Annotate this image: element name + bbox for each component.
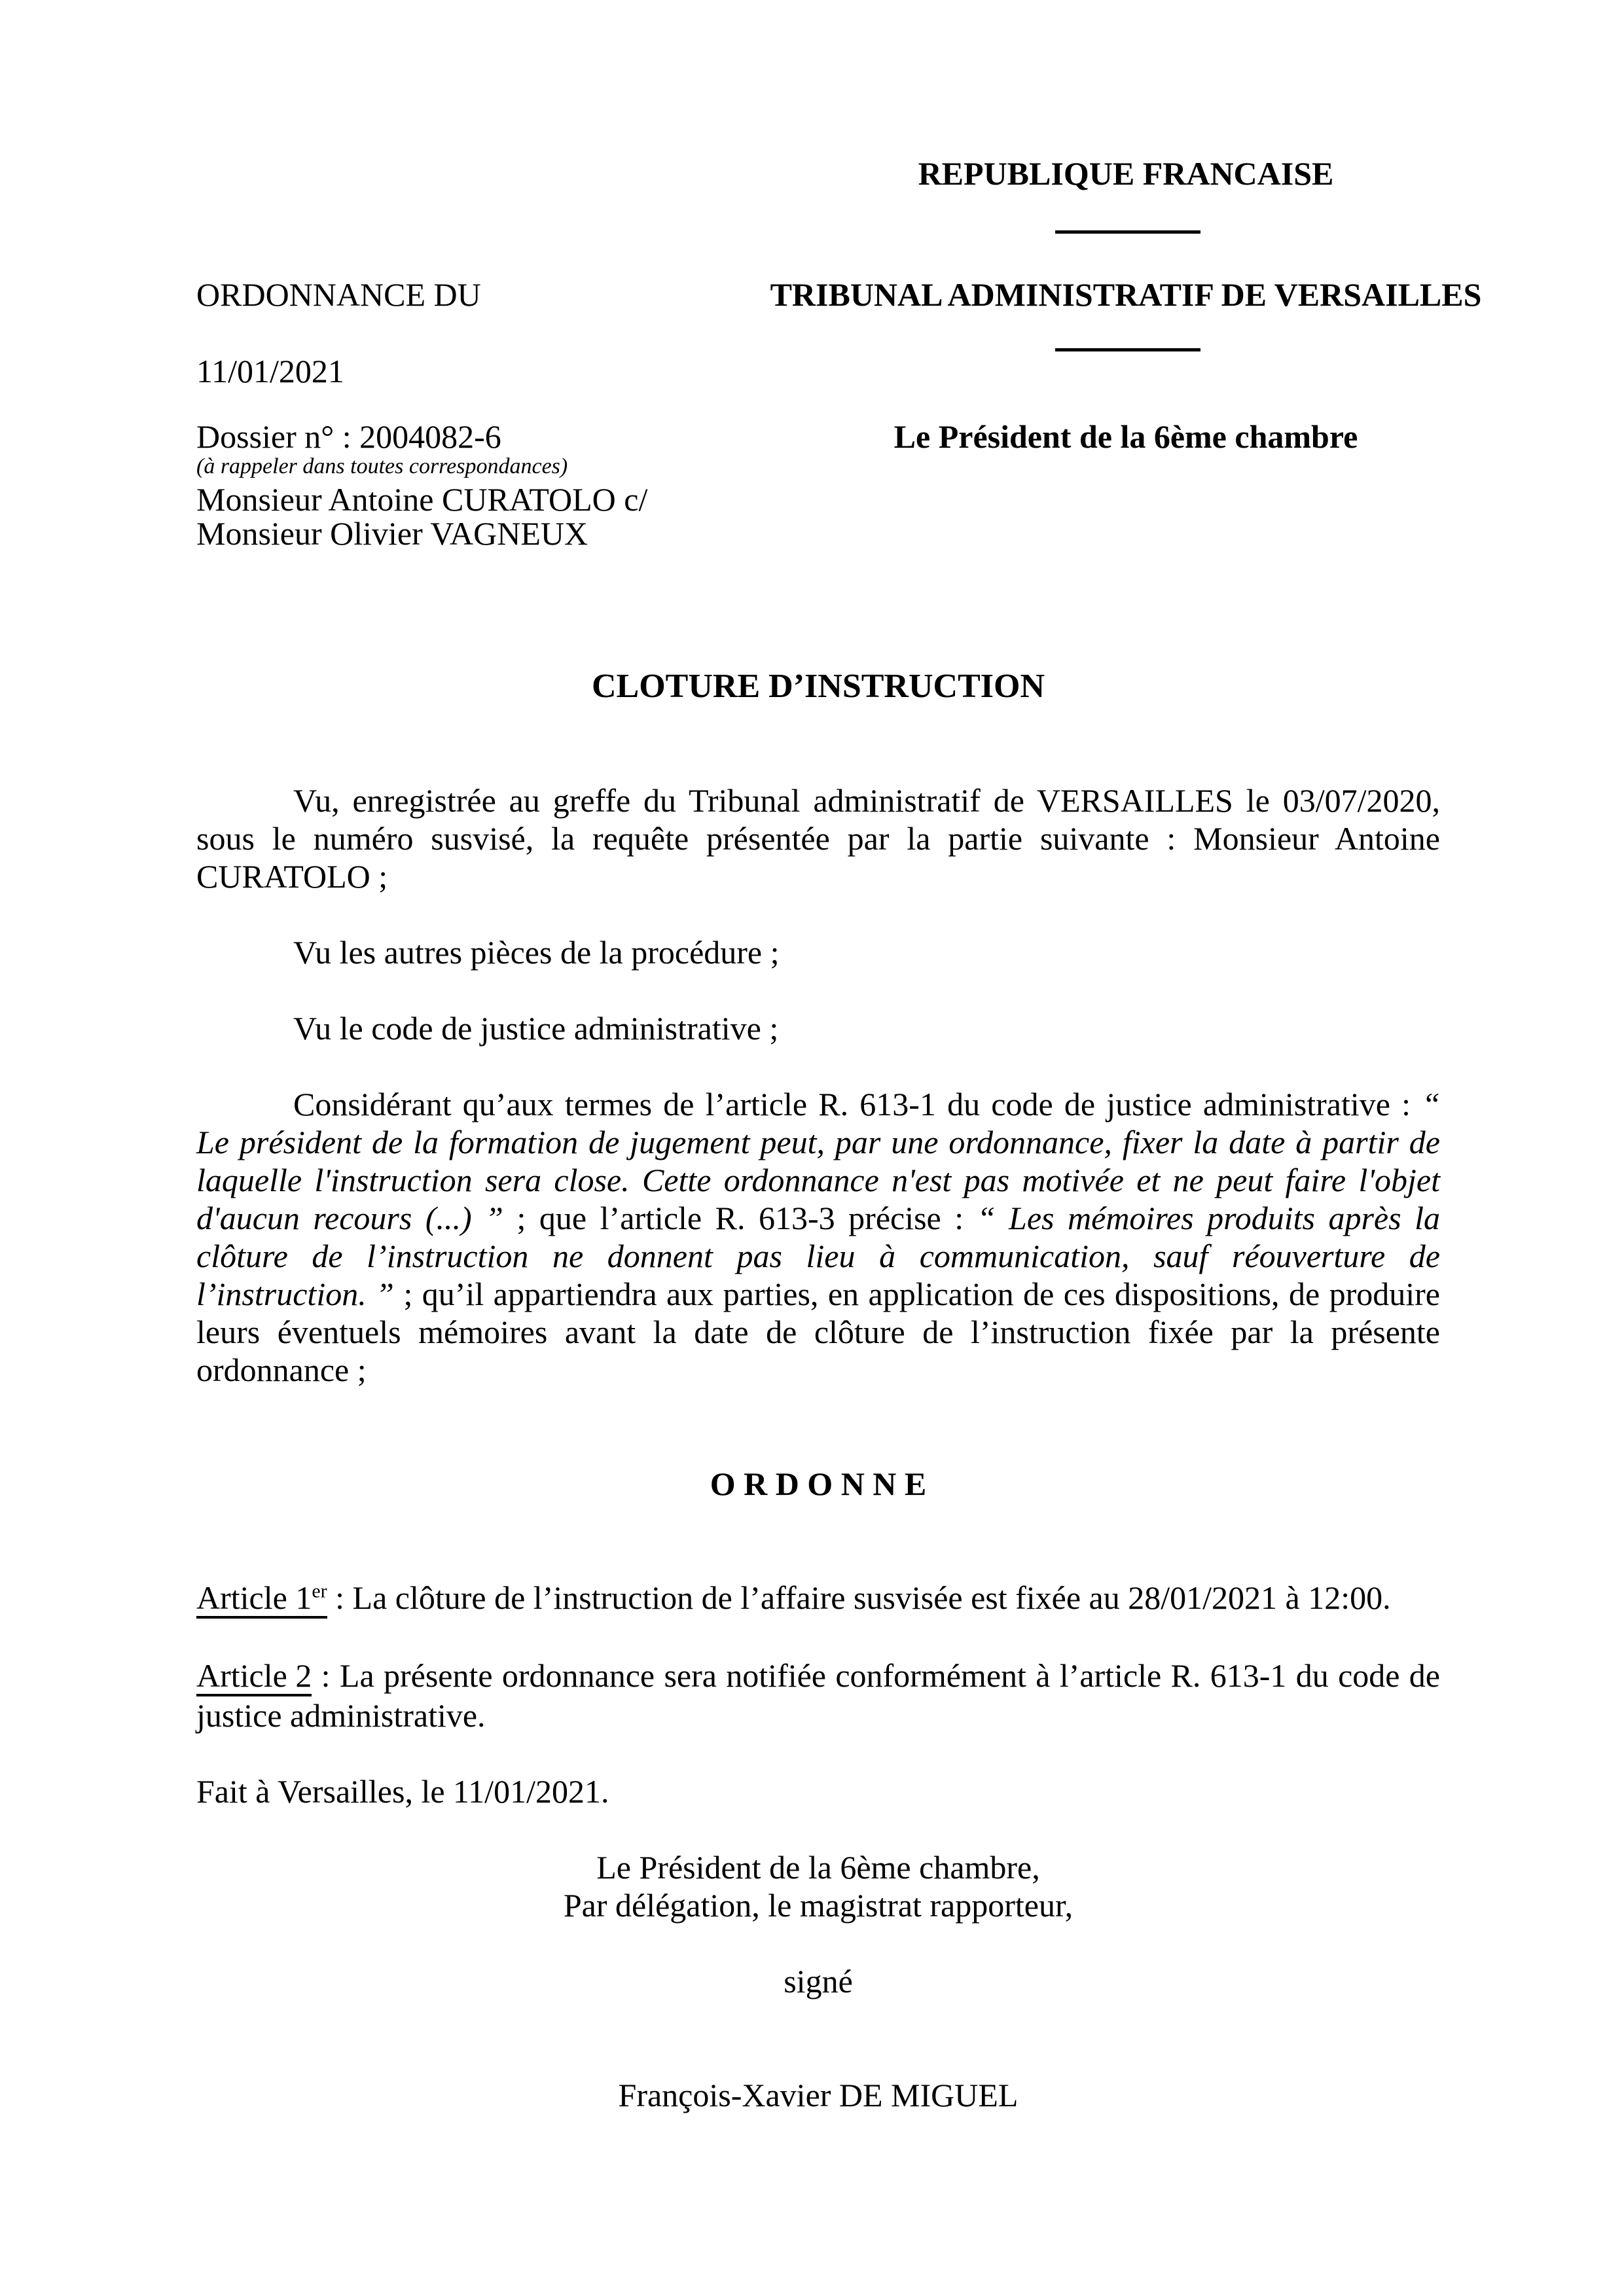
considerant-end: ; qu’il appartiendra aux parties, en application de ces dispositions, de produire leurs éventuels mémoires avant la date de clôture de l’instruction fixée par la présente ordonnance ; <box>196 1276 1440 1388</box>
article-1-label <box>196 1581 327 1619</box>
paragraph-vu-code: Vu le code de justice administrative ; <box>293 1010 779 1047</box>
tribunal-title: TRIBUNAL ADMINISTRATIF DE VERSAILLES <box>770 276 1482 313</box>
header-divider-bottom <box>1055 348 1200 351</box>
signature-block <box>196 1848 1440 2114</box>
signature-signed: signé <box>784 1963 853 2000</box>
article-2-label: Article 2 <box>196 1659 312 1696</box>
article-1-text: : La clôture de l’instruction de l’affaire susvisée est fixée au 28/01/2021 à 12:00. <box>327 1579 1391 1616</box>
article-2-text: : La présente ordonnance sera notifiée conformément à l’article R. 613-1 du code de justice administrative. <box>196 1657 1440 1734</box>
dossier-number: Dossier n° : 2004082-6 <box>196 418 501 455</box>
republic-title: REPUBLIQUE FRANCAISE <box>918 155 1334 192</box>
ordonnance-du-label: ORDONNANCE DU <box>196 276 481 313</box>
article-1-label-text: Article 1 <box>196 1579 312 1616</box>
party-curatolo: Monsieur Antoine CURATOLO c/ <box>196 481 648 518</box>
considerant-intro: Considérant qu’aux termes de l’article R. 613-1 du code de justice administrative : <box>293 1086 1422 1122</box>
ordonnance-date: 11/01/2021 <box>196 353 344 389</box>
paragraph-vu-requete: Vu, enregistrée au greffe du Tribunal administratif de VERSAILLES le 03/07/2020, sous le numéro susvisé, la requête présentée par la partie suivante : Monsieur Antoine CURATOLO ; <box>196 782 1440 895</box>
paragraph-considerant <box>196 1085 1440 1389</box>
article-2 <box>196 1657 1440 1734</box>
quote-r613-1: “ Le président de la formation de jugement peut, par une ordonnance, fixer la date à partir de laquelle l'instruction sera close. Cette ordonnance n'est pas motivée et ne peut faire l'objet d'aucun recours (...) ” <box>196 1086 1440 1236</box>
signature-role-line-2: Par délégation, le magistrat rapporteur, <box>563 1887 1074 1924</box>
header-divider-top <box>1055 230 1200 234</box>
article-1-superscript: er <box>312 1580 327 1602</box>
party-vagneux: Monsieur Olivier VAGNEUX <box>196 515 588 552</box>
document-title: CLOTURE D’INSTRUCTION <box>592 668 1045 705</box>
fait-a-line: Fait à Versailles, le 11/01/2021. <box>196 1773 609 1810</box>
dossier-note: (à rappeler dans toutes correspondances) <box>196 454 568 478</box>
document-body <box>196 668 1440 2114</box>
paragraph-vu-pieces: Vu les autres pièces de la procédure ; <box>293 934 780 971</box>
signature-name: François-Xavier DE MIGUEL <box>618 2077 1019 2113</box>
quote-r613-3: “ Les mémoires produits après la clôture de l’instruction ne donnent pas lieu à communication, sauf réouverture de l’instruction. ” <box>196 1200 1440 1312</box>
president-chambre-label: Le Président de la 6ème chambre <box>893 418 1358 455</box>
signature-role-line-1: Le Président de la 6ème chambre, <box>596 1849 1040 1886</box>
article-1 <box>196 1579 1440 1619</box>
considerant-mid: ; que l’article R. 613-3 précise : <box>503 1200 977 1236</box>
ordonne-heading: O R D O N N E <box>710 1465 927 1502</box>
